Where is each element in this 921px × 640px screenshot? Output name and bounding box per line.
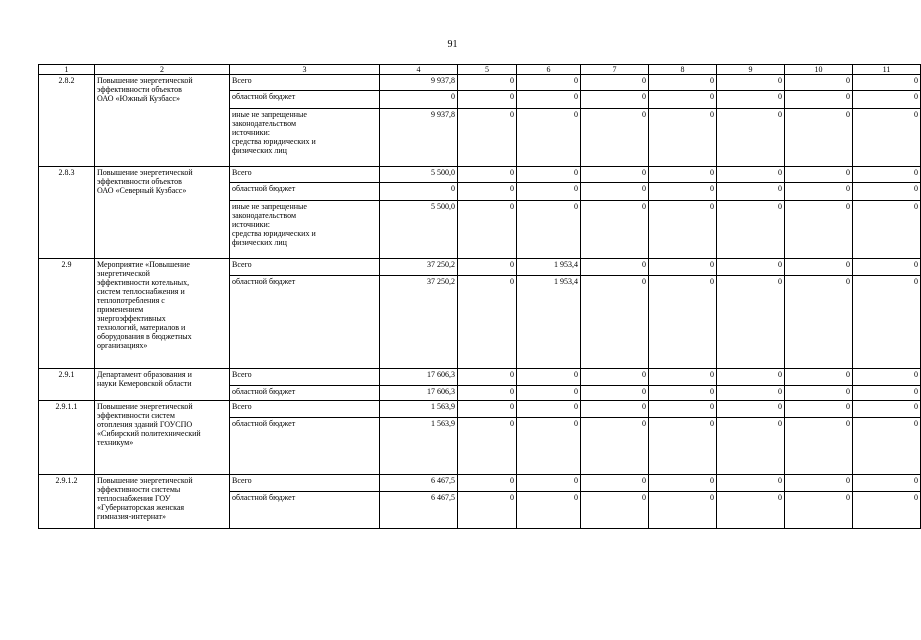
text-line: средства юридических и	[232, 137, 316, 146]
column-number-11: 11	[853, 65, 921, 75]
text-line: источники:	[232, 220, 270, 229]
funding-source	[230, 475, 380, 492]
value-cell: 0	[517, 167, 581, 183]
column-number-10: 10	[785, 65, 853, 75]
value-cell: 0	[517, 492, 581, 529]
value-cell: 0	[581, 418, 649, 475]
value-cell: 0	[785, 369, 853, 386]
text-line: Повышение энергетической	[97, 476, 193, 485]
value-cell: 0	[380, 91, 458, 109]
value-cell: 0	[853, 91, 921, 109]
value-cell: 0	[853, 75, 921, 91]
item-name	[95, 75, 230, 167]
item-code: 2.8.2	[39, 75, 95, 167]
text-line: эффективности объектов	[97, 85, 182, 94]
text-line: теплоснабжения ГОУ	[97, 494, 171, 503]
column-number-header	[39, 65, 921, 75]
value-cell: 0	[785, 276, 853, 369]
value-cell: 0	[517, 75, 581, 91]
value-cell: 0	[717, 75, 785, 91]
table-row	[39, 259, 921, 276]
value-cell: 0	[717, 369, 785, 386]
column-number-2: 2	[95, 65, 230, 75]
value-cell: 5 500,0	[380, 201, 458, 259]
value-cell: 0	[785, 75, 853, 91]
text-line: Всего	[232, 476, 252, 485]
item-name	[95, 167, 230, 259]
text-line: физических лиц	[232, 238, 287, 247]
item-code: 2.9.1	[39, 369, 95, 401]
column-number-6: 6	[517, 65, 581, 75]
page-number: 91	[447, 39, 458, 50]
value-cell: 0	[458, 91, 517, 109]
funding-source	[230, 492, 380, 529]
text-line: оборудования в бюджетных	[97, 332, 192, 341]
value-cell: 0	[785, 492, 853, 529]
value-cell: 17 606,3	[380, 386, 458, 401]
value-cell: 0	[649, 183, 717, 201]
value-cell: 5 500,0	[380, 167, 458, 183]
value-cell: 0	[581, 386, 649, 401]
value-cell: 0	[853, 369, 921, 386]
funding-source	[230, 259, 380, 276]
value-cell: 0	[458, 386, 517, 401]
text-line: физических лиц	[232, 146, 287, 155]
text-line: областной бюджет	[232, 493, 296, 502]
value-cell: 9 937,8	[380, 109, 458, 167]
value-cell: 0	[717, 259, 785, 276]
value-cell: 1 953,4	[517, 276, 581, 369]
value-cell: 0	[785, 183, 853, 201]
value-cell: 0	[581, 369, 649, 386]
value-cell: 0	[717, 109, 785, 167]
text-line: иные не запрещенные	[232, 202, 307, 211]
text-line: гимназия-интернат»	[97, 512, 166, 521]
text-line: «Сибирский политехнический	[97, 429, 201, 438]
value-cell: 0	[458, 109, 517, 167]
header-row	[39, 65, 921, 75]
text-line: ОАО «Северный Кузбасс»	[97, 186, 187, 195]
text-line: областной бюджет	[232, 387, 296, 396]
value-cell: 0	[717, 201, 785, 259]
value-cell: 0	[649, 401, 717, 418]
value-cell: 0	[458, 492, 517, 529]
value-cell: 0	[785, 109, 853, 167]
text-line: областной бюджет	[232, 277, 296, 286]
value-cell: 0	[581, 167, 649, 183]
value-cell: 37 250,2	[380, 259, 458, 276]
value-cell: 0	[717, 91, 785, 109]
table-row	[39, 475, 921, 492]
value-cell: 0	[785, 386, 853, 401]
text-line: Всего	[232, 260, 252, 269]
column-number-7: 7	[581, 65, 649, 75]
table-row	[39, 369, 921, 386]
value-cell: 0	[717, 418, 785, 475]
value-cell: 0	[517, 386, 581, 401]
value-cell: 0	[581, 475, 649, 492]
value-cell: 0	[717, 386, 785, 401]
value-cell: 0	[649, 492, 717, 529]
text-line: иные не запрещенные	[232, 110, 307, 119]
text-line: техникум»	[97, 438, 134, 447]
value-cell: 0	[458, 75, 517, 91]
value-cell: 6 467,5	[380, 475, 458, 492]
text-line: эффективности систем	[97, 411, 175, 420]
text-line: эффективности объектов	[97, 177, 182, 186]
text-line: эффективности системы	[97, 485, 181, 494]
value-cell: 1 563,9	[380, 401, 458, 418]
value-cell: 0	[649, 386, 717, 401]
value-cell: 0	[517, 401, 581, 418]
value-cell: 1 953,4	[517, 259, 581, 276]
funding-source	[230, 109, 380, 167]
value-cell: 1 563,9	[380, 418, 458, 475]
funding-source	[230, 167, 380, 183]
value-cell: 0	[581, 183, 649, 201]
value-cell: 0	[717, 492, 785, 529]
funding-source	[230, 401, 380, 418]
value-cell: 0	[649, 109, 717, 167]
table-row	[39, 167, 921, 183]
value-cell: 0	[785, 259, 853, 276]
value-cell: 9 937,8	[380, 75, 458, 91]
text-line: Повышение энергетической	[97, 168, 193, 177]
value-cell: 0	[785, 201, 853, 259]
text-line: законодательством	[232, 119, 297, 128]
value-cell: 0	[717, 183, 785, 201]
text-line: Всего	[232, 76, 252, 85]
value-cell: 0	[581, 109, 649, 167]
text-line: Департамент образования и	[97, 370, 192, 379]
value-cell: 0	[649, 201, 717, 259]
value-cell: 0	[853, 492, 921, 529]
text-line: Всего	[232, 168, 252, 177]
value-cell: 0	[458, 201, 517, 259]
value-cell: 0	[649, 369, 717, 386]
funding-source	[230, 369, 380, 386]
value-cell: 0	[649, 259, 717, 276]
value-cell: 0	[785, 418, 853, 475]
item-name	[95, 369, 230, 401]
value-cell: 0	[853, 475, 921, 492]
text-line: энергетической	[97, 269, 150, 278]
table-body	[39, 75, 921, 529]
column-number-1: 1	[39, 65, 95, 75]
text-line: источники:	[232, 128, 270, 137]
text-line: законодательством	[232, 211, 297, 220]
value-cell: 17 606,3	[380, 369, 458, 386]
item-name	[95, 475, 230, 529]
funding-source	[230, 276, 380, 369]
value-cell: 0	[581, 276, 649, 369]
table-row	[39, 401, 921, 418]
value-cell: 0	[458, 259, 517, 276]
value-cell: 0	[785, 401, 853, 418]
text-line: ОАО «Южный Кузбасс»	[97, 94, 180, 103]
text-line: Повышение энергетической	[97, 76, 193, 85]
value-cell: 0	[717, 276, 785, 369]
text-line: областной бюджет	[232, 419, 296, 428]
text-line: применением	[97, 305, 144, 314]
value-cell: 0	[581, 91, 649, 109]
funding-source	[230, 386, 380, 401]
value-cell: 0	[853, 386, 921, 401]
text-line: эффективности котельных,	[97, 278, 190, 287]
value-cell: 0	[458, 276, 517, 369]
text-line: теплопотребления с	[97, 296, 165, 305]
budget-table	[38, 64, 921, 529]
text-line: Мероприятие «Повышение	[97, 260, 190, 269]
item-code: 2.9.1.2	[39, 475, 95, 529]
value-cell: 0	[458, 418, 517, 475]
value-cell: 0	[853, 201, 921, 259]
value-cell: 0	[785, 91, 853, 109]
value-cell: 0	[581, 401, 649, 418]
text-line: технологий, материалов и	[97, 323, 186, 332]
item-code: 2.8.3	[39, 167, 95, 259]
column-number-4: 4	[380, 65, 458, 75]
value-cell: 0	[517, 91, 581, 109]
value-cell: 0	[853, 418, 921, 475]
text-line: Всего	[232, 370, 252, 379]
value-cell: 0	[785, 475, 853, 492]
value-cell: 0	[517, 109, 581, 167]
funding-source	[230, 91, 380, 109]
value-cell: 0	[581, 75, 649, 91]
value-cell: 37 250,2	[380, 276, 458, 369]
value-cell: 0	[458, 183, 517, 201]
value-cell: 0	[649, 75, 717, 91]
value-cell: 0	[458, 401, 517, 418]
value-cell: 0	[649, 91, 717, 109]
text-line: энергоэффективных	[97, 314, 166, 323]
value-cell: 0	[649, 167, 717, 183]
value-cell: 0	[517, 369, 581, 386]
value-cell: 0	[649, 475, 717, 492]
funding-source	[230, 75, 380, 91]
value-cell: 0	[517, 183, 581, 201]
text-line: «Губернаторская женская	[97, 503, 185, 512]
text-line: организациях»	[97, 341, 148, 350]
column-number-9: 9	[717, 65, 785, 75]
text-line: Всего	[232, 402, 252, 411]
text-line: Повышение энергетической	[97, 402, 193, 411]
text-line: областной бюджет	[232, 184, 296, 193]
value-cell: 0	[581, 259, 649, 276]
funding-source	[230, 183, 380, 201]
table-row	[39, 75, 921, 91]
column-number-8: 8	[649, 65, 717, 75]
value-cell: 0	[517, 201, 581, 259]
text-line: областной бюджет	[232, 92, 296, 101]
value-cell: 0	[853, 167, 921, 183]
value-cell: 0	[581, 492, 649, 529]
column-number-3: 3	[230, 65, 380, 75]
value-cell: 0	[717, 167, 785, 183]
value-cell: 0	[517, 475, 581, 492]
text-line: отопления зданий ГОУСПО	[97, 420, 193, 429]
funding-source	[230, 201, 380, 259]
value-cell: 0	[853, 401, 921, 418]
text-line: науки Кемеровской области	[97, 379, 192, 388]
value-cell: 0	[458, 167, 517, 183]
value-cell: 0	[458, 369, 517, 386]
value-cell: 0	[717, 401, 785, 418]
value-cell: 0	[517, 418, 581, 475]
value-cell: 0	[785, 167, 853, 183]
value-cell: 0	[581, 201, 649, 259]
funding-source	[230, 418, 380, 475]
value-cell: 0	[458, 475, 517, 492]
item-name	[95, 259, 230, 369]
item-name	[95, 401, 230, 475]
item-code: 2.9.1.1	[39, 401, 95, 475]
value-cell: 0	[717, 475, 785, 492]
value-cell: 0	[380, 183, 458, 201]
value-cell: 0	[649, 276, 717, 369]
item-code: 2.9	[39, 259, 95, 369]
value-cell: 0	[649, 418, 717, 475]
text-line: систем теплоснабжения и	[97, 287, 185, 296]
column-number-5: 5	[458, 65, 517, 75]
text-line: средства юридических и	[232, 229, 316, 238]
value-cell: 0	[853, 183, 921, 201]
value-cell: 0	[853, 276, 921, 369]
value-cell: 0	[853, 109, 921, 167]
value-cell: 0	[853, 259, 921, 276]
value-cell: 6 467,5	[380, 492, 458, 529]
